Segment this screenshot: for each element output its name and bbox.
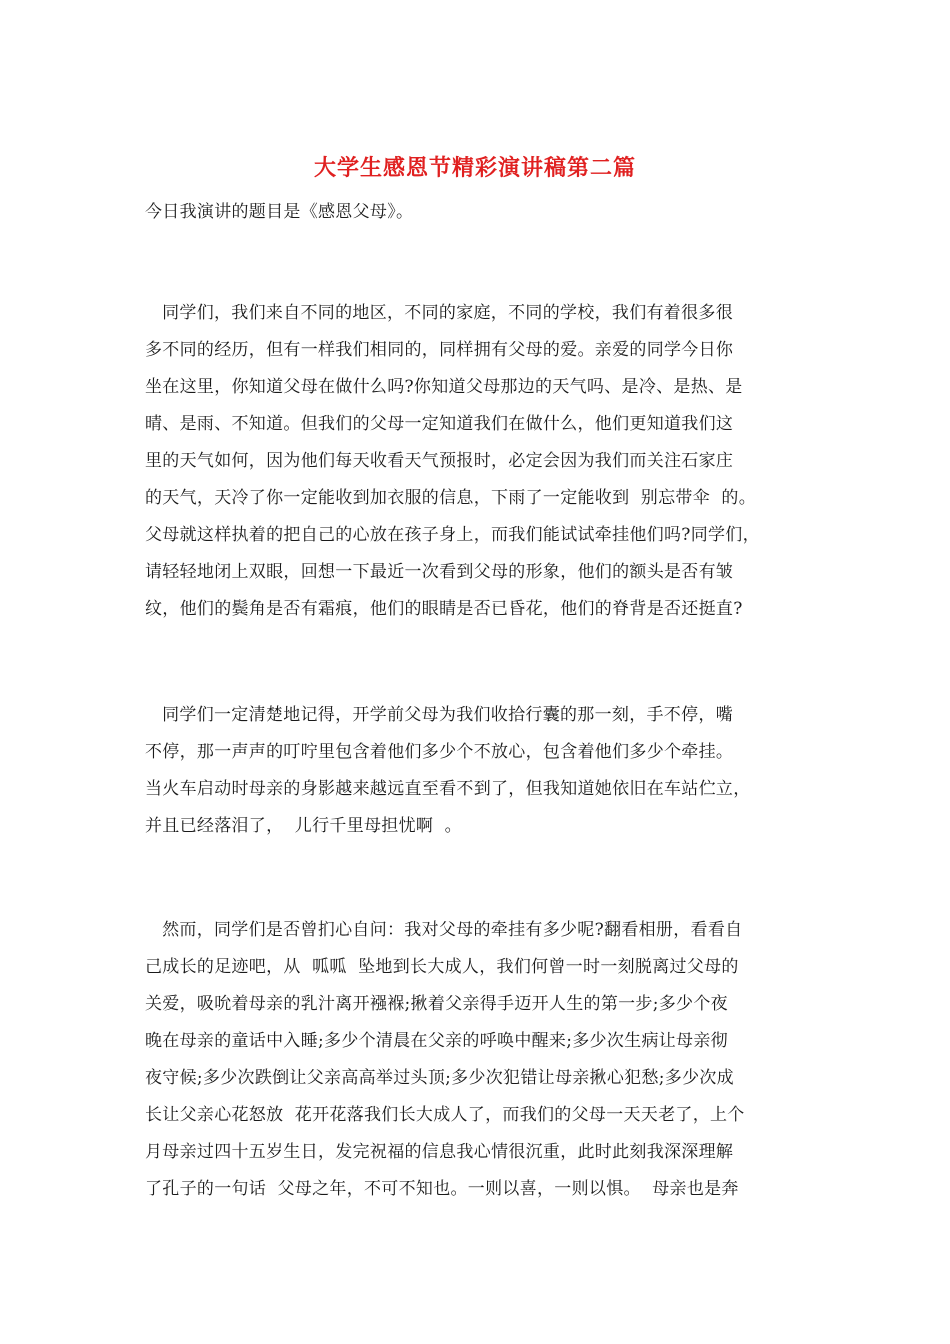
paragraph-line: 月母亲过四十五岁生日，发完祝福的信息我心情很沉重，此时此刻我深深理解 <box>145 1142 734 1162</box>
paragraph-line: 然而，同学们是否曾扪心自问：我对父母的牵挂有多少呢?翻看相册，看看自 <box>145 920 743 940</box>
paragraph-line: 晴、是雨、不知道。但我们的父母一定知道我们在做什么，他们更知道我们这 <box>145 414 734 434</box>
paragraph-line: 同学们，我们来自不同的地区，不同的家庭，不同的学校，我们有着很多很 <box>145 303 734 323</box>
paragraph-line: 坐在这里，你知道父母在做什么吗?你知道父母那边的天气吗、是冷、是热、是 <box>145 377 743 397</box>
paragraph-line: 多不同的经历，但有一样我们相同的，同样拥有父母的爱。亲爱的同学今日你 <box>145 340 734 360</box>
paragraph-line: 当火车启动时母亲的身影越来越远直至看不到了，但我知道她依旧在车站伫立， <box>145 779 751 799</box>
paragraph-line: 并且已经落泪了， 儿行千里母担忧啊 。 <box>145 816 462 836</box>
paragraph-line: 己成长的足迹吧，从 呱呱 坠地到长大成人，我们何曾一时一刻脱离过父母的 <box>145 957 739 977</box>
paragraph-line: 纹，他们的鬓角是否有霜痕，他们的眼睛是否已昏花，他们的脊背是否还挺直? <box>145 599 743 619</box>
paragraph-line: 同学们一定清楚地记得，开学前父母为我们收拾行囊的那一刻，手不停，嘴 <box>145 705 734 725</box>
document-title: 大学生感恩节精彩演讲稿第二篇 <box>313 155 636 181</box>
paragraph-line: 晚在母亲的童话中入睡;多少个清晨在父亲的呼唤中醒来;多少次生病让母亲彻 <box>145 1031 728 1051</box>
paragraph-line: 夜守候;多少次跌倒让父亲高高举过头顶;多少次犯错让母亲揪心犯愁;多少次成 <box>145 1068 734 1088</box>
paragraph-line: 请轻轻地闭上双眼，回想一下最近一次看到父母的形象，他们的额头是否有皱 <box>145 562 734 582</box>
paragraph-line: 的天气，天冷了你一定能收到加衣服的信息，下雨了一定能收到 别忘带伞 的。 <box>145 488 757 508</box>
paragraph-line: 长让父亲心花怒放 花开花落我们长大成人了，而我们的父母一天天老了，上个 <box>145 1105 745 1125</box>
paragraph-line: 关爱，吸吮着母亲的乳汁离开襁褓;揪着父亲得手迈开人生的第一步;多少个夜 <box>145 994 728 1014</box>
intro-line: 今日我演讲的题目是《感恩父母》。 <box>145 202 414 222</box>
paragraph-line: 不停，那一声声的叮咛里包含着他们多少个不放心，包含着他们多少个牵挂。 <box>145 742 734 762</box>
paragraph-line: 里的天气如何，因为他们每天收看天气预报时，必定会因为我们而关注石家庄 <box>145 451 734 471</box>
paragraph-line: 父母就这样执着的把自己的心放在孩子身上，而我们能试试牵挂他们吗?同学们， <box>145 525 760 545</box>
paragraph-line: 了孔子的一句话 父母之年，不可不知也。一则以喜，一则以惧。 母亲也是奔 <box>145 1179 739 1199</box>
